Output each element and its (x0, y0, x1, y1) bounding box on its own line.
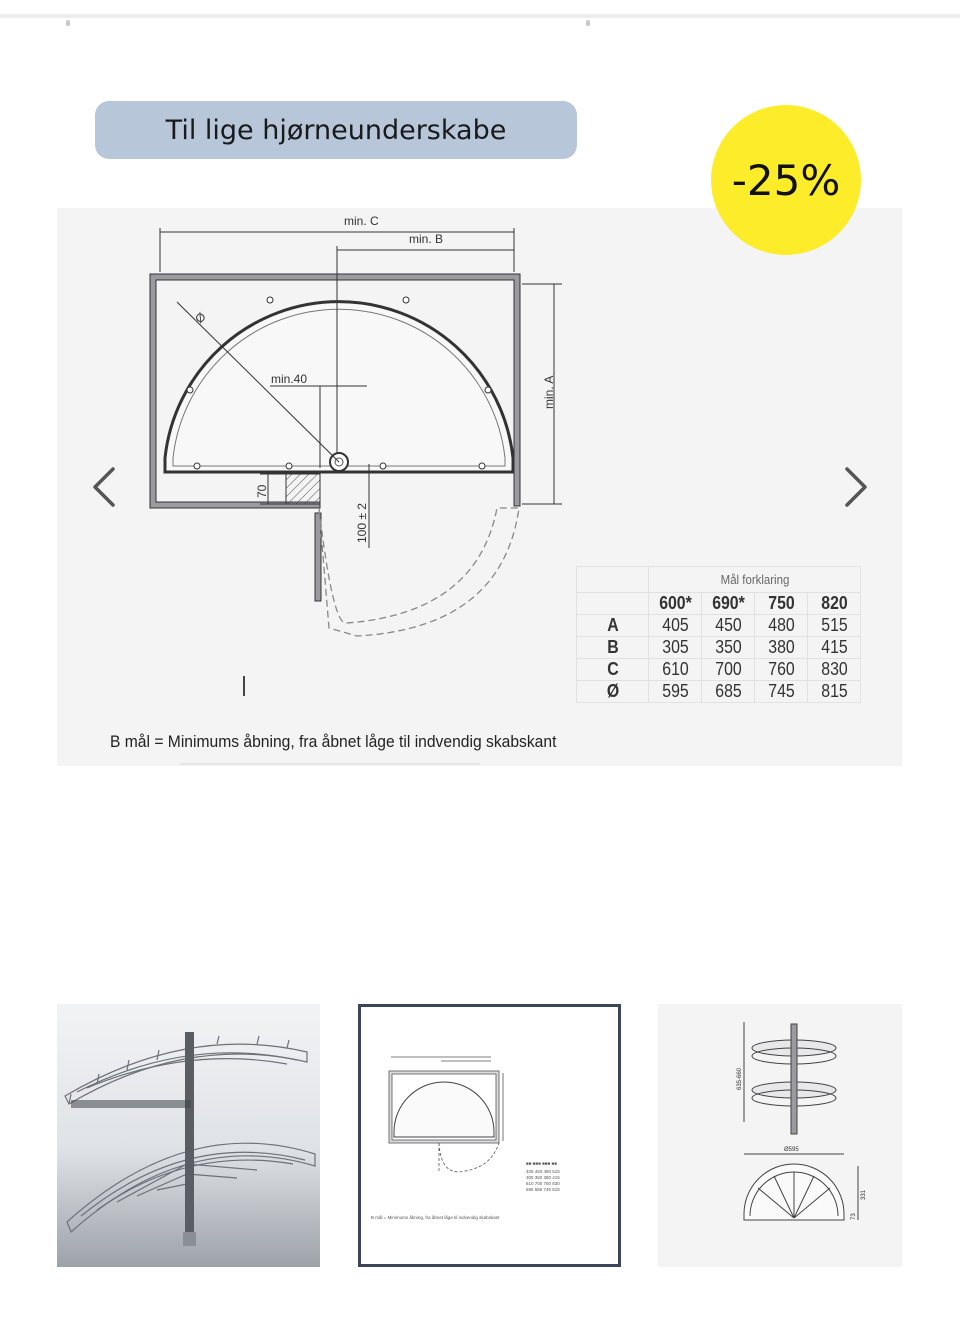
table-cell: 595 (652, 681, 699, 703)
prev-image-button[interactable] (84, 462, 124, 512)
thumb-height-label: 635-660 (737, 1067, 743, 1090)
thumb-diameter-label: Ø595 (784, 1147, 799, 1153)
table-column-header: 750 (758, 593, 805, 615)
row-label: B (581, 637, 644, 659)
thumb-small-label: 73 (851, 1213, 857, 1220)
chevron-left-icon (91, 465, 117, 509)
label-min-40: min.40 (271, 372, 308, 386)
next-image-button[interactable] (836, 462, 876, 512)
basket-photo-image (57, 1004, 320, 1267)
table-cell: 405 (652, 615, 699, 637)
svg-text:B mål = Minimums åbning, fra å: B mål = Minimums åbning, fra åbnet låge til indvendig skabskant (371, 1215, 500, 1220)
table-cell: 380 (758, 637, 805, 659)
table-row (577, 637, 861, 659)
side-view-image (658, 1004, 902, 1267)
section-title: Til lige hjørneunderskabe (95, 101, 577, 159)
table-cell: 305 (652, 637, 699, 659)
svg-text:595 685 745 815: 595 685 745 815 (526, 1187, 560, 1192)
table-row (577, 681, 861, 703)
table-cell: 480 (758, 615, 805, 637)
thumbnail-side-view[interactable] (658, 1004, 902, 1267)
label-min-b: min. B (409, 232, 444, 246)
table-cell: 450 (705, 615, 752, 637)
table-cell: 830 (811, 659, 858, 681)
discount-badge: -25% (711, 105, 861, 255)
divider (180, 763, 480, 765)
top-divider (0, 14, 960, 18)
table-cell: 415 (811, 637, 858, 659)
table-column-header: 600* (652, 593, 699, 615)
svg-text:405 450 480 515: 405 450 480 515 (526, 1169, 560, 1174)
table-row (577, 615, 861, 637)
thumbnail-basket-photo[interactable] (57, 1004, 320, 1267)
dimension-note: B mål = Minimums åbning, fra åbnet låge til indvendig skabskant (110, 732, 557, 751)
row-label: Ø (581, 681, 644, 703)
table-cell: 760 (758, 659, 805, 681)
label-70: 70 (255, 484, 269, 498)
table-cell: 610 (652, 659, 699, 681)
table-caption: Mål forklaring (661, 567, 848, 593)
svg-text:■■ ■■■ ■■■ ■■: ■■ ■■■ ■■■ ■■ (526, 1161, 557, 1166)
thumbnail-drawing[interactable] (358, 1004, 621, 1267)
label-100: 100 ± 2 (355, 503, 369, 543)
table-cell: 745 (758, 681, 805, 703)
table-cell: 350 (705, 637, 752, 659)
table-header-row (577, 593, 861, 615)
thumb-depth-label: 331 (861, 1189, 867, 1200)
table-cell: 815 (811, 681, 858, 703)
table-cell: 685 (705, 681, 752, 703)
label-diameter: Ø (192, 309, 209, 327)
label-min-a: min. A (542, 375, 556, 409)
top-fragment (586, 20, 590, 26)
table-column-header: 690* (705, 593, 752, 615)
top-fragment (66, 20, 70, 26)
text-cursor (243, 676, 245, 696)
table-cell: 700 (705, 659, 752, 681)
row-label: A (581, 615, 644, 637)
row-label: C (581, 659, 644, 681)
table-cell: 515 (811, 615, 858, 637)
drawing-thumbnail-image (361, 1007, 618, 1264)
table-caption-row (577, 567, 861, 593)
svg-text:610 700 760 830: 610 700 760 830 (526, 1181, 560, 1186)
svg-text:305 350 380 415: 305 350 380 415 (526, 1175, 560, 1180)
chevron-right-icon (843, 465, 869, 509)
dimensions-table (576, 566, 861, 703)
table-column-header: 820 (811, 593, 858, 615)
label-min-c: min. C (344, 214, 379, 228)
table-row (577, 659, 861, 681)
